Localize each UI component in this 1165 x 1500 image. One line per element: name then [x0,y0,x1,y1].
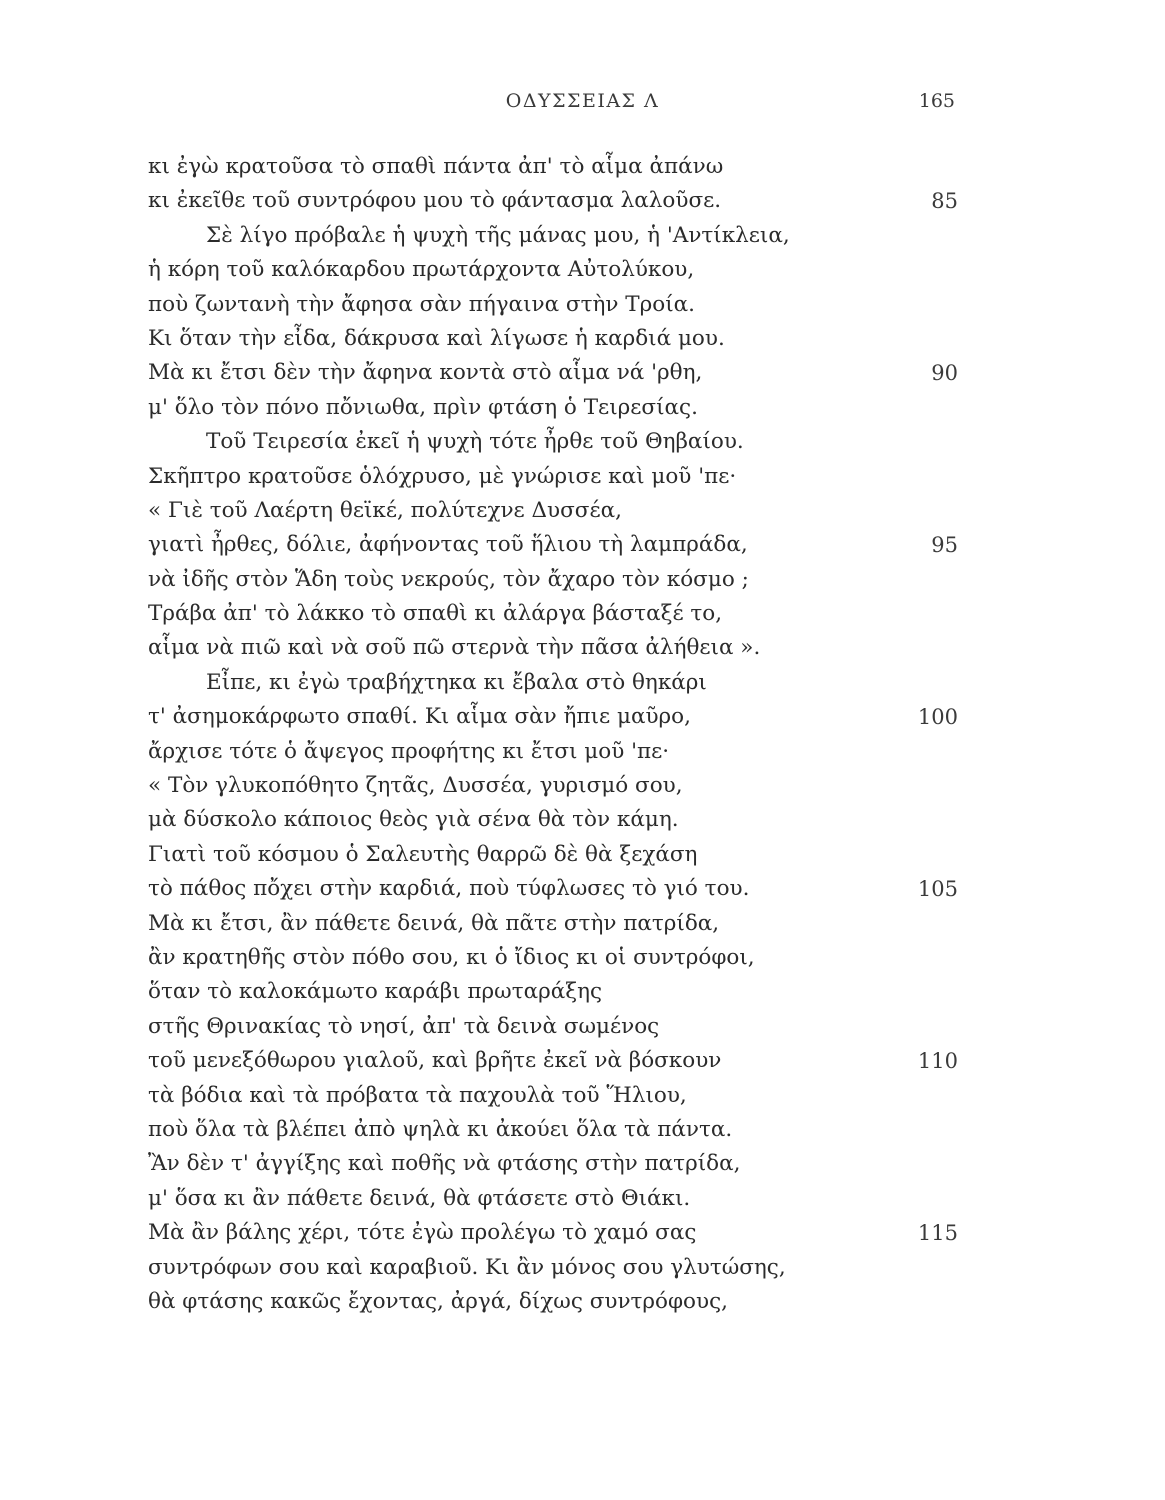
verse-text: ποὺ ὅλα τὰ βλέπει ἀπὸ ψηλὰ κι ἀκούει ὅλα τὰ πάντα. [148,1116,733,1142]
verse-line [148,975,958,1009]
line-number: 95 [931,533,958,558]
verse-text: μ' ὅλο τὸν πόνο πὄνιωθα, πρὶν φτάση ὁ Τειρεσίας. [148,394,698,420]
verse-text: Μὰ κι ἔτσι, ἂν πάθετε δεινά, θὰ πᾶτε στὴν πατρίδα, [148,910,720,936]
verse-line [148,253,958,287]
verse-text: τὸ πάθος πὄχει στὴν καρδιά, ποὺ τύφλωσες τὸ γιό του. [148,876,750,902]
verse-line [148,907,958,941]
verse-text: « Γιὲ τοῦ Λαέρτη θεϊκέ, πολύτεχνε Δυσσέα, [148,497,622,523]
verse-line [148,494,958,528]
line-number: 110 [917,1049,958,1074]
verse-line [148,838,958,872]
verse-line [148,563,958,597]
verse-line [148,666,958,700]
verse-text: κι ἐκεῖθε τοῦ συντρόφου μου τὸ φάντασμα λαλοῦσε. [148,188,722,214]
verse-line [148,1285,958,1319]
verse-text: συντρόφων σου καὶ καραβιοῦ. Κι ἂν μόνος σου γλυτώσης, [148,1254,786,1280]
verse-text: ποὺ ζωντανὴ τὴν ἄφησα σὰν πήγαινα στὴν Τροία. [148,291,695,317]
verse-text: αἷμα νὰ πιῶ καὶ νὰ σοῦ πῶ στερνὰ τὴν πᾶσα ἀλήθεια ». [148,635,761,661]
page-number: 165 [918,90,955,112]
verse-line [148,219,958,253]
poem-text [148,150,958,1319]
line-number: 90 [931,361,958,386]
verse-text: θὰ φτάσης κακῶς ἔχοντας, ἀργά, δίχως συντρόφους, [148,1288,728,1314]
line-number: 85 [931,189,958,214]
verse-text: κι ἐγὼ κρατοῦσα τὸ σπαθὶ πάντα ἀπ' τὸ αἷμα ἀπάνω [148,154,724,179]
verse-text: τοῦ μενεξόθωρου γιαλοῦ, καὶ βρῆτε ἐκεῖ νὰ βόσκουν [148,1048,722,1074]
verse-text: ἄρχισε τότε ὁ ἄψεγος προφήτης κι ἔτσι μοῦ 'πε· [148,738,670,764]
verse-line [148,356,958,390]
verse-text: Τοῦ Τειρεσία ἐκεῖ ἡ ψυχὴ τότε ἦρθε τοῦ Θηβαίου. [206,429,744,455]
verse-text: μ' ὅσα κι ἂν πάθετε δεινά, θὰ φτάσετε στὸ Θιάκι. [148,1185,691,1211]
verse-line [148,184,958,218]
verse-line [148,631,958,665]
verse-line [148,1251,958,1285]
verse-text: στῆς Θρινακίας τὸ νησί, ἀπ' τὰ δεινὰ σωμένος [148,1013,660,1039]
verse-line [148,735,958,769]
verse-line [148,1010,958,1044]
line-number: 115 [917,1221,958,1246]
verse-text: τ' ἀσημοκάρφωτο σπαθί. Κι αἷμα σὰν ἤπιε μαῦρο, [148,704,691,730]
verse-text: Τράβα ἀπ' τὸ λάκκο τὸ σπαθὶ κι ἀλάργα βάσταξέ το, [148,601,723,627]
verse-text: μὰ δύσκολο κάποιος θεὸς γιὰ σένα θὰ τὸν κάμη. [148,807,679,833]
running-title: ΟΔΥΣΣΕΙΑΣ Λ [505,90,660,112]
verse-text: Σὲ λίγο πρόβαλε ἡ ψυχὴ τῆς μάνας μου, ἡ 'Αντίκλεια, [206,222,790,248]
verse-text: νὰ ἰδῆς στὸν Ἅδη τοὺς νεκρούς, τὸν ἄχαρο τὸν κόσμο ; [148,566,749,592]
verse-text: γιατὶ ἦρθες, δόλιε, ἀφήνοντας τοῦ ἥλιου τὴ λαμπράδα, [148,532,748,558]
verse-text: ἂν κρατηθῆς στὸν πόθο σου, κι ὁ ἴδιος κι οἱ συντρόφοι, [148,944,755,970]
verse-line [148,322,958,356]
verse-text: Σκῆπτρο κρατοῦσε ὁλόχρυσο, μὲ γνώρισε καὶ μοῦ 'πε· [148,463,737,489]
verse-line [148,1182,958,1216]
verse-line [148,597,958,631]
verse-text: τὰ βόδια καὶ τὰ πρόβατα τὰ παχουλὰ τοῦ Ἥλιου, [148,1082,687,1108]
verse-line [148,391,958,425]
verse-line [148,1147,958,1181]
verse-line [148,150,958,184]
verse-text: Μὰ κι ἔτσι δὲν τὴν ἄφηνα κοντὰ στὸ αἷμα νά 'ρθη, [148,360,703,386]
verse-text: Εἶπε, κι ἐγὼ τραβήχτηκα κι ἔβαλα στὸ θηκάρι [206,669,707,695]
running-head [0,90,1165,120]
verse-text: « Τὸν γλυκοπόθητο ζητᾶς, Δυσσέα, γυρισμό σου, [148,773,683,799]
verse-line [148,1113,958,1147]
verse-line [148,1044,958,1078]
verse-line [148,1216,958,1250]
verse-line [148,769,958,803]
verse-line [148,803,958,837]
verse-text: ὅταν τὸ καλοκάμωτο καράβι πρωταράξης [148,979,603,1005]
line-number: 100 [917,705,958,730]
verse-text: ἡ κόρη τοῦ καλόκαρδου πρωτάρχοντα Αὐτολύκου, [148,257,695,283]
verse-line [148,528,958,562]
verse-line [148,872,958,906]
verse-line [148,288,958,322]
line-number: 105 [917,877,958,902]
verse-text: Μὰ ἂν βάλης χέρι, τότε ἐγὼ προλέγω τὸ χαμό σας [148,1220,697,1246]
verse-line [148,941,958,975]
verse-line [148,700,958,734]
verse-line [148,460,958,494]
verse-text: Γιατὶ τοῦ κόσμου ὁ Σαλευτὴς θαρρῶ δὲ θὰ ξεχάση [148,841,698,867]
verse-line [148,425,958,459]
verse-text: Κι ὅταν τὴν εἶδα, δάκρυσα καὶ λίγωσε ἡ καρδιά μου. [148,325,725,351]
verse-text: Ἂν δὲν τ' ἀγγίξης καὶ ποθῆς νὰ φτάσης στὴν πατρίδα, [148,1151,741,1177]
verse-line [148,1079,958,1113]
